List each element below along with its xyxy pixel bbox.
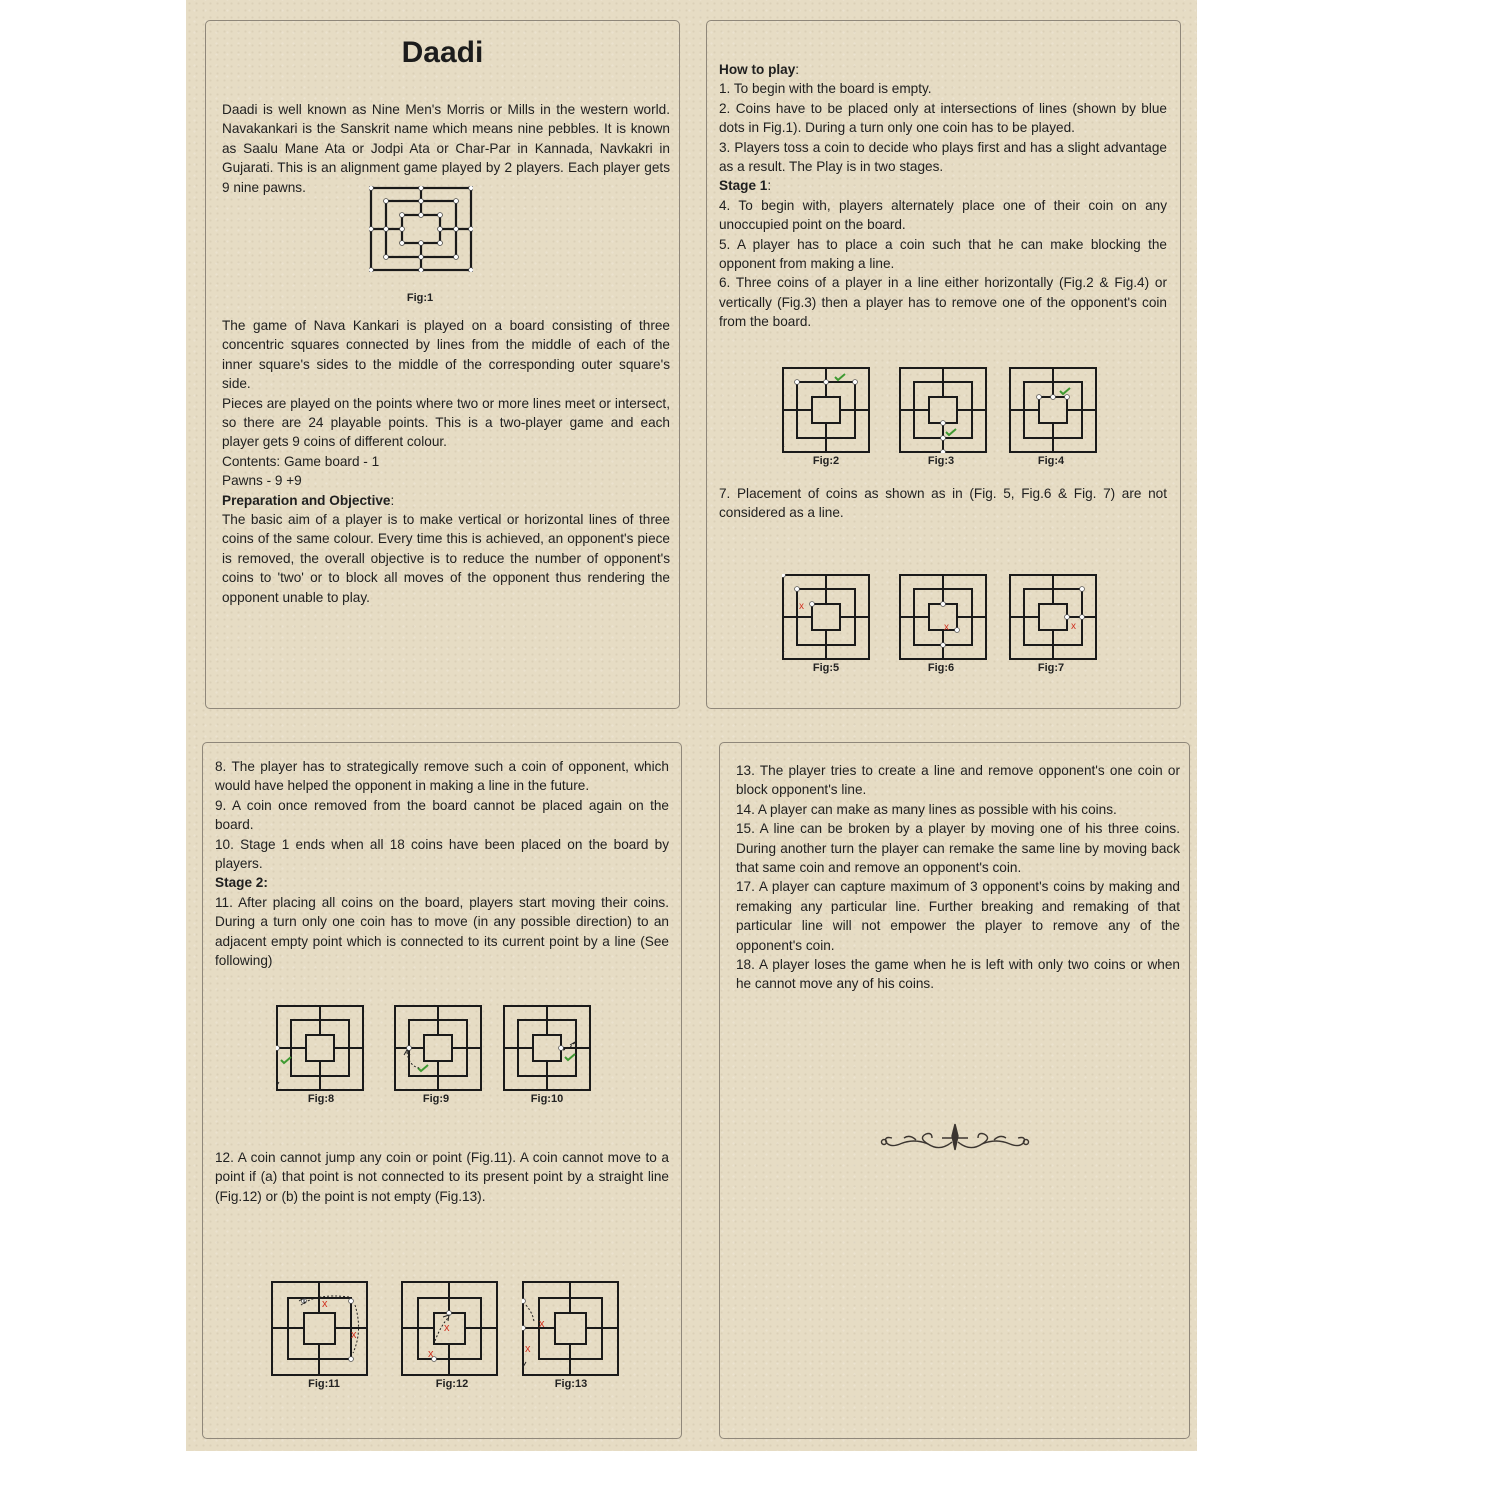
contents-line: Contents: Game board - 1 [222, 453, 380, 469]
rule-7-block [719, 484, 1167, 523]
rule-3: 3. Players toss a coin to decide who plays first and has a slight advantage as a result. The Play is in two stages. [719, 139, 1167, 175]
rule-9: 9. A coin once removed from the board cannot be placed again on the board. [215, 797, 669, 833]
objective-heading: Preparation and Objective [222, 492, 391, 508]
figure-9-caption: Fig:9 [422, 1093, 450, 1105]
rules-overview-block [222, 316, 670, 607]
svg-text:x: x [799, 601, 804, 612]
rule-11: 11. After placing all coins on the board, players start moving their coins. During a turn only one coin has to move (in any possible direction) to an adjacent empty point which is connected to its current point by a line (See following) [215, 894, 669, 969]
figure-12-board [401, 1281, 498, 1376]
figure-3-caption: Fig:3 [927, 455, 955, 467]
rule-7: 7. Placement of coins as shown as in (Fig. 5, Fig.6 & Fig. 7) are not considered as a line. [719, 486, 1167, 521]
rule-5: 5. A player has to place a coin such that he can make blocking the opponent from making a line. [719, 236, 1167, 272]
figure-7-caption: Fig:7 [1037, 662, 1065, 674]
figure-11-board [271, 1281, 368, 1376]
page-title: Daadi [401, 36, 484, 69]
pawns-line: Pawns - 9 +9 [222, 473, 302, 489]
pieces-description: Pieces are played on the points where two or more lines meet or intersect, so there are 24 playable points. This is a two-player game and each player gets 9 coins of different colour. [222, 395, 670, 450]
endgame-rules-block [736, 761, 1180, 994]
figure-4-board [1009, 367, 1097, 453]
figure-9-board [394, 1005, 482, 1091]
rule-13: 13. The player tries to create a line and remove opponent's one coin or block opponent's line. [736, 763, 1180, 798]
figure-1-caption: Fig:1 [406, 292, 434, 304]
figure-13-caption: Fig:13 [554, 1378, 588, 1390]
figure-10-board [503, 1005, 591, 1091]
figure-6-caption: Fig:6 [927, 662, 955, 674]
figure-3-board [899, 367, 987, 453]
how-to-play-block [719, 60, 1167, 332]
svg-text:x: x [444, 1322, 450, 1334]
figure-5-caption: Fig:5 [812, 662, 840, 674]
rule-15: 15. A line can be broken by a player by moving one of his three coins. During another turn the player can remake the same line by moving back that same coin and remove an opponent's coin. [736, 821, 1180, 876]
figure-2-caption: Fig:2 [812, 455, 840, 467]
rule-2: 2. Coins have to be placed only at intersections of lines (shown by blue dots in Fig.1). During a turn only one coin has to be played. [719, 100, 1167, 136]
rule-18: 18. A player loses the game when he is left with only two coins or when he cannot move any of his coins. [736, 957, 1180, 992]
rule-12: 12. A coin cannot jump any coin or point (Fig.11). A coin cannot move to a point if (a) that point is not connected to its present point by a straight line (Fig.12) or (b) the point is not empty (Fig.13). [215, 1150, 669, 1204]
figure-4-caption: Fig:4 [1037, 455, 1065, 467]
figure-6-board [899, 574, 987, 660]
rule-12-block [215, 1148, 669, 1206]
how-heading-line [719, 60, 1167, 79]
svg-text:x: x [322, 1298, 328, 1310]
figure-11-caption: Fig:11 [308, 1378, 340, 1390]
decorative-flourish-icon [880, 1120, 1030, 1160]
objective-heading-colon: : [390, 492, 395, 508]
figure-8-board [276, 1005, 364, 1091]
stage1-heading: Stage 1 [719, 178, 768, 194]
figure-1-board [369, 186, 473, 272]
figure-12-caption: Fig:12 [435, 1378, 469, 1390]
figure-8-caption: Fig:8 [307, 1093, 335, 1105]
intro-paragraph: Daadi is well known as Nine Men's Morris or Mills in the western world. Navakankari is the Sanskrit name which means nine pebbles. It is known as Saalu Mane Ata or Jodpi Ata or Char-Par in Kannada, Navkakri in Gujarati. This is an alignment game played by 2 players. Each player gets 9 nine pawns. [222, 102, 670, 195]
rule-4: 4. To begin with, players alternately place one of their coin on any unoccupied point on the board. [719, 197, 1167, 233]
figure-7-board [1009, 574, 1097, 660]
figure-13-board [522, 1281, 619, 1376]
rule-8: 8. The player has to strategically remove such a coin of opponent, which would have helped the opponent in making a line in the future. [215, 759, 669, 794]
stage2-heading: Stage 2: [215, 875, 268, 891]
figure-10-caption: Fig:10 [530, 1093, 564, 1105]
figure-2-board [782, 367, 870, 453]
rule-17: 17. A player can capture maximum of 3 opponent's coins by making and remaking any particular line. Further breaking and remaking of that particular line will not empower the player to remove any of the opponent's coin. [736, 879, 1180, 953]
objective-text: The basic aim of a player is to make vertical or horizontal lines of three coins of the same colour. Every time this is achieved, an opponent's piece is removed, the overall objective is to reduce the number of opponent's coins to 'two' or to block all moves of the opponent thus rendering the opponent unable to play. [222, 512, 670, 605]
svg-text:x: x [525, 1343, 531, 1355]
intro-block [222, 100, 670, 197]
rule-14: 14. A player can make as many lines as possible with his coins. [736, 801, 1117, 817]
board-description: The game of Nava Kankari is played on a board consisting of three concentric squares connected by lines from the middle of each of the inner square's sides to the middle of the corresponding outer square's side. [222, 318, 670, 392]
rule-1: 1. To begin with the board is empty. [719, 81, 932, 97]
how-heading-colon: : [795, 62, 800, 77]
objective-heading-line [222, 491, 670, 510]
stage-two-block [215, 757, 669, 970]
figure-5-board [782, 574, 870, 660]
stage1-heading-colon: : [767, 178, 772, 194]
svg-text:x: x [944, 622, 949, 633]
svg-text:x: x [1071, 621, 1076, 632]
svg-text:x: x [351, 1329, 357, 1341]
svg-text:x: x [539, 1318, 545, 1330]
how-heading: How to play [719, 62, 796, 77]
stage1-heading-line [719, 176, 1167, 195]
rule-10: 10. Stage 1 ends when all 18 coins have been placed on the board by players. [215, 836, 669, 872]
rule-6: 6. Three coins of a player in a line either horizontally (Fig.2 & Fig.4) or vertically (Fig.3) then a player has to remove one of the opponent's coin from the board. [719, 275, 1167, 330]
svg-text:x: x [428, 1348, 434, 1360]
